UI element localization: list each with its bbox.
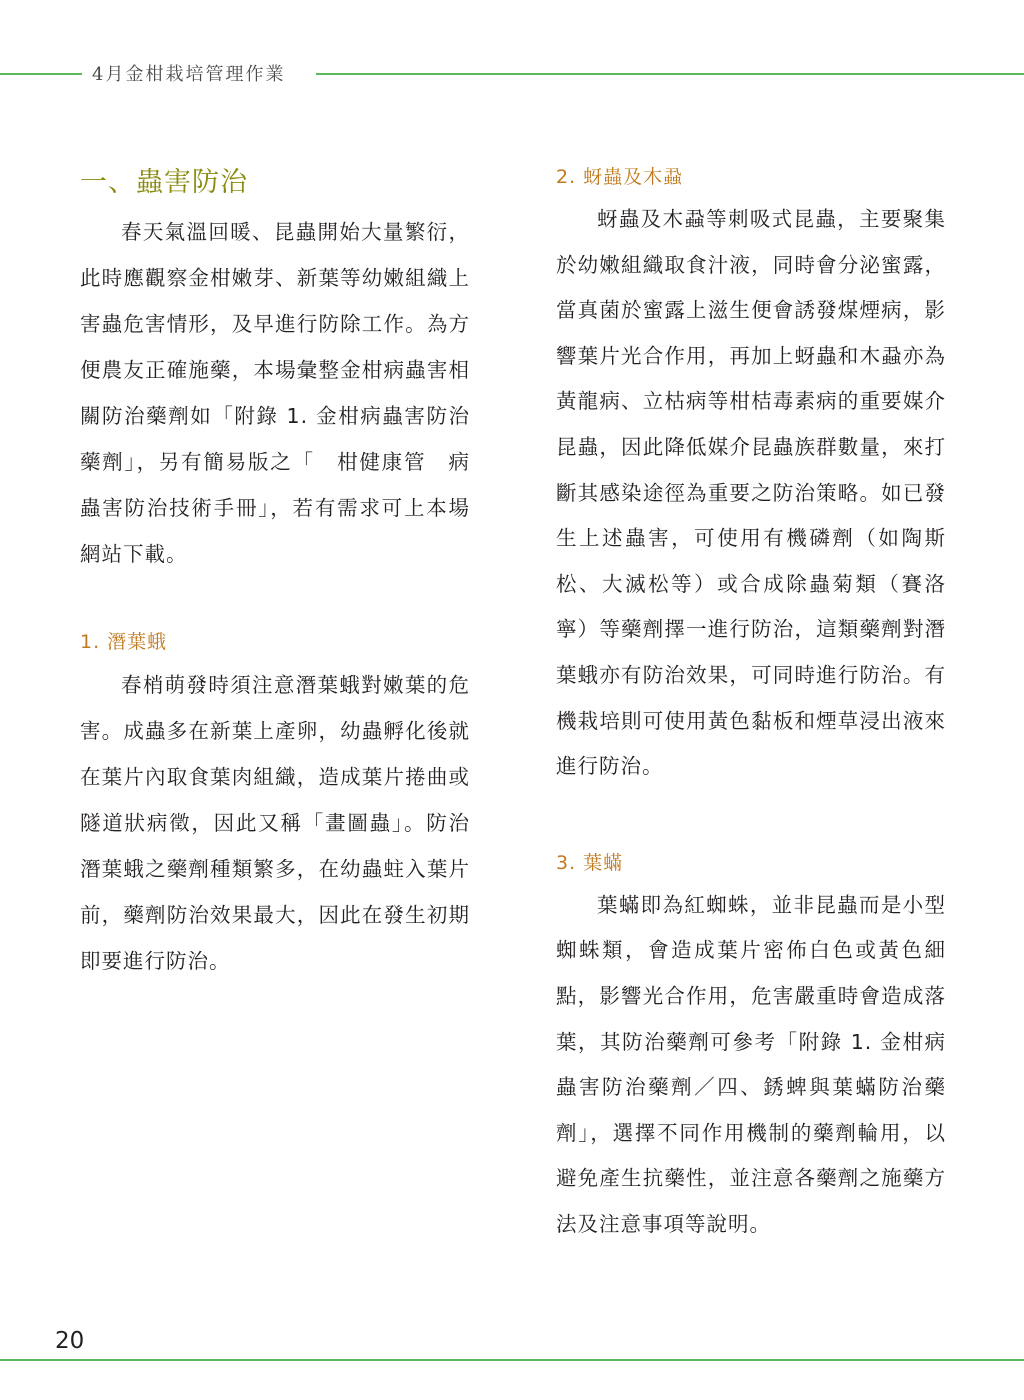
header-rule-right	[316, 73, 1024, 75]
subsection-body-leafminer: 春梢萌發時須注意潛葉蛾對嫩葉的危害。成蟲多在新葉上產卵，幼蟲孵化後就在葉片內取食葉肉組織，造成葉片捲曲或隧道狀病徵，因此又稱「畫圖蟲」。防治潛葉蛾之藥劑種類繁多，在幼蟲蛀入葉片前，藥劑防治效果最大，因此在發生初期即要進行防治。	[80, 673, 470, 973]
spacer	[556, 790, 946, 848]
subsection-title-spider-mite: 3. 葉蟎	[556, 851, 624, 874]
header-rule-left	[0, 73, 82, 75]
running-header: 4月金柑栽培管理作業	[92, 64, 286, 85]
subsection-title-leafminer: 1. 潛葉蛾	[80, 631, 168, 653]
subsection-title-aphid-psyllid: 2. 蚜蟲及木蝨	[556, 166, 684, 188]
section-title: 一、蟲害防治	[80, 167, 248, 198]
page-number: 20	[55, 1328, 85, 1354]
intro-paragraph: 春天氣溫回暖、昆蟲開始大量繁衍，此時應觀察金柑嫩芽、新葉等幼嫩組織上害蟲危害情形，及早進行防除工作。為方便農友正確施藥，本場彙整金柑病蟲害相關防治藥劑如「附錄 1. 金柑病蟲害防治藥劑」，另有簡易版之「 柑健康管 病蟲害防治技術手冊」，若有需求可上本場網站下載。	[80, 220, 470, 566]
subsection-body-aphid-psyllid: 蚜蟲及木蝨等刺吸式昆蟲，主要聚集於幼嫩組織取食汁液，同時會分泌蜜露，當真菌於蜜露上滋生便會誘發煤煙病，影響葉片光合作用，再加上蚜蟲和木蝨亦為黃龍病、立枯病等柑桔毒素病的重要媒介昆蟲，因此降低媒介昆蟲族群數量，來打斷其感染途徑為重要之防治策略。如已發生上述蟲害，可使用有機磷劑（如陶斯松、大滅松等）或合成除蟲菊類（賽洛寧）等藥劑擇一進行防治，這類藥劑對潛葉蛾亦有防治效果，可同時進行防治。有機栽培則可使用黃色黏板和煙草浸出液來進行防治。	[556, 207, 946, 779]
right-column	[556, 150, 946, 1247]
left-column	[80, 150, 470, 984]
spacer	[80, 577, 470, 627]
footer-rule	[0, 1359, 1024, 1361]
subsection-body-spider-mite: 葉蟎即為紅蜘蛛，並非昆蟲而是小型蜘蛛類，會造成葉片密佈白色或黃色細點，影響光合作用，危害嚴重時會造成落葉，其防治藥劑可參考「附錄 1. 金柑病蟲害防治藥劑／四、銹蜱與葉蟎防治藥劑」，選擇不同作用機制的藥劑輪用，以避免產生抗藥性，並注意各藥劑之施藥方法及注意事項等說明。	[556, 892, 946, 1236]
